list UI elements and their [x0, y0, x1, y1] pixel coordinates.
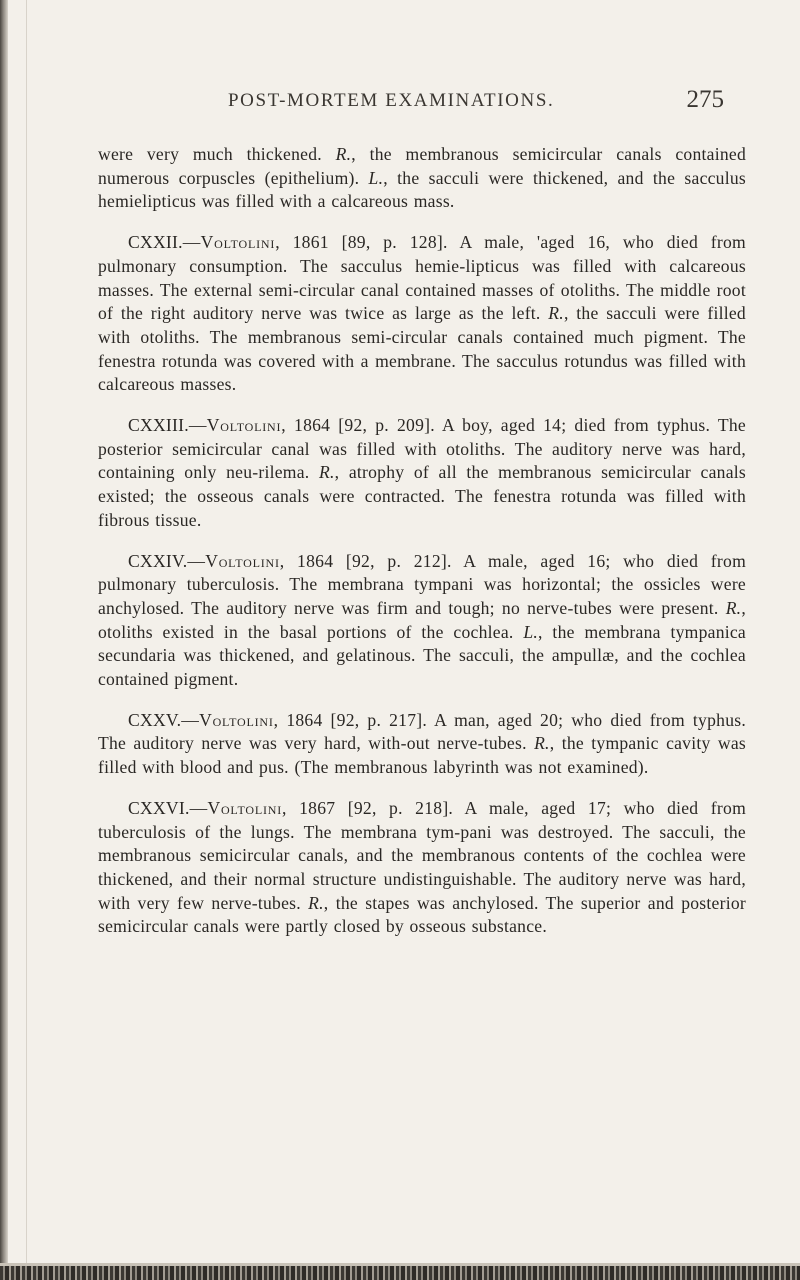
side-right: R.	[335, 144, 352, 164]
side-right: R.	[534, 733, 550, 754]
side-right: R.	[318, 462, 335, 483]
case-number: CXXIV.—	[128, 550, 206, 571]
text-run: , the sacculi were thickened, and the sacculus hemielipticus was filled with a calcareous mass.	[98, 167, 747, 212]
text-run: , the sacculi were filled with otoliths. The membranous semi-circular canals contained much pigment. The fenestra rotunda was covered with a membrane. The sacculus rotundus was filled with calcareous masses.	[98, 303, 746, 395]
case-number: CXXVI.—	[128, 797, 208, 818]
text-run: , the membranous semicircular canals contained numerous corpuscles (epithelium).	[98, 144, 746, 188]
case-number: CXXV.—	[128, 709, 200, 730]
case-paragraph-cxxiii	[98, 414, 746, 533]
page-binding-edge	[0, 0, 8, 1280]
side-right: R.	[308, 892, 324, 913]
case-paragraph-cxxiv	[98, 550, 746, 692]
text-run: were very much thickened.	[98, 144, 336, 164]
running-head: POST-MORTEM EXAMINATIONS.	[228, 90, 555, 111]
author-name: Voltolini	[200, 232, 276, 253]
text-run: , 1864 [92, p. 209]. A boy, aged 14; died from typhus. The posterior semicircular canal was filled with otoliths. The auditory nerve was hard, containing only neu-rilema.	[98, 415, 746, 483]
side-left: L.	[523, 621, 539, 642]
paragraph-continuation	[98, 143, 746, 214]
text-run: , atrophy of all the membranous semicircular canals existed; the osseous canals were contracted. The fenestra rotunda was filled with fibrous tissue.	[98, 462, 747, 530]
text-run: , 1861 [89, p. 128]. A male, 'aged 16, who died from pulmonary consumption. The sacculus hemie-lipticus was filled with calcareous masses. The external semi-circular canal contained masses of otoliths. The middle root of the right auditory nerve was twice as large as the left.	[98, 232, 746, 324]
case-paragraph-cxxvi	[98, 797, 746, 939]
case-number: CXXII.—	[128, 232, 201, 253]
page-number: 275	[686, 86, 724, 113]
page-header	[98, 86, 746, 126]
text-run: , 1864 [92, p. 217]. A man, aged 20; who died from typhus. The auditory nerve was very hard, with-out nerve-tubes.	[98, 709, 746, 754]
text-run: , the stapes was anchylosed. The superior and posterior semicircular canals were partly closed by osseous substance.	[98, 892, 746, 937]
case-number: CXXIII.—	[128, 415, 207, 436]
text-run: , otoliths existed in the basal portions of the cochlea.	[98, 597, 746, 642]
side-right: R.	[548, 303, 564, 324]
scan-bottom-strip	[0, 1266, 800, 1280]
case-paragraph-cxxv	[98, 709, 746, 780]
text-run: , the tympanic cavity was filled with blood and pus. (The membranous labyrinth was not examined).	[98, 733, 746, 778]
author-name: Voltolini	[207, 797, 283, 818]
author-name: Voltolini	[199, 709, 274, 730]
page-edge-line	[26, 0, 27, 1280]
author-name: Voltolini	[205, 550, 280, 571]
text-run: , 1864 [92, p. 212]. A male, aged 16; who died from pulmonary tuberculosis. The membrana tympani was horizontal; the ossicles were anchylosed. The auditory nerve was firm and tough; no nerve-tubes were present.	[98, 550, 746, 618]
text-run: , the membrana tympanica secundaria was thickened, and gelatinous. The sacculi, the ampullæ, and the cochlea contained pigment.	[98, 621, 746, 690]
side-right: R.	[725, 597, 742, 618]
text-body	[98, 143, 746, 956]
side-left: L.	[368, 167, 384, 188]
author-name: Voltolini	[206, 415, 282, 436]
case-paragraph-cxxii	[98, 231, 746, 397]
text-run: , 1867 [92, p. 218]. A male, aged 17; who died from tuberculosis of the lungs. The membrana tym-pani was destroyed. The sacculi, the membranous semicircular canals, and the membranous contents of the cochlea were thickened, and their normal structure undistinguishable. The auditory nerve was hard, with very few nerve-tubes.	[98, 797, 746, 913]
